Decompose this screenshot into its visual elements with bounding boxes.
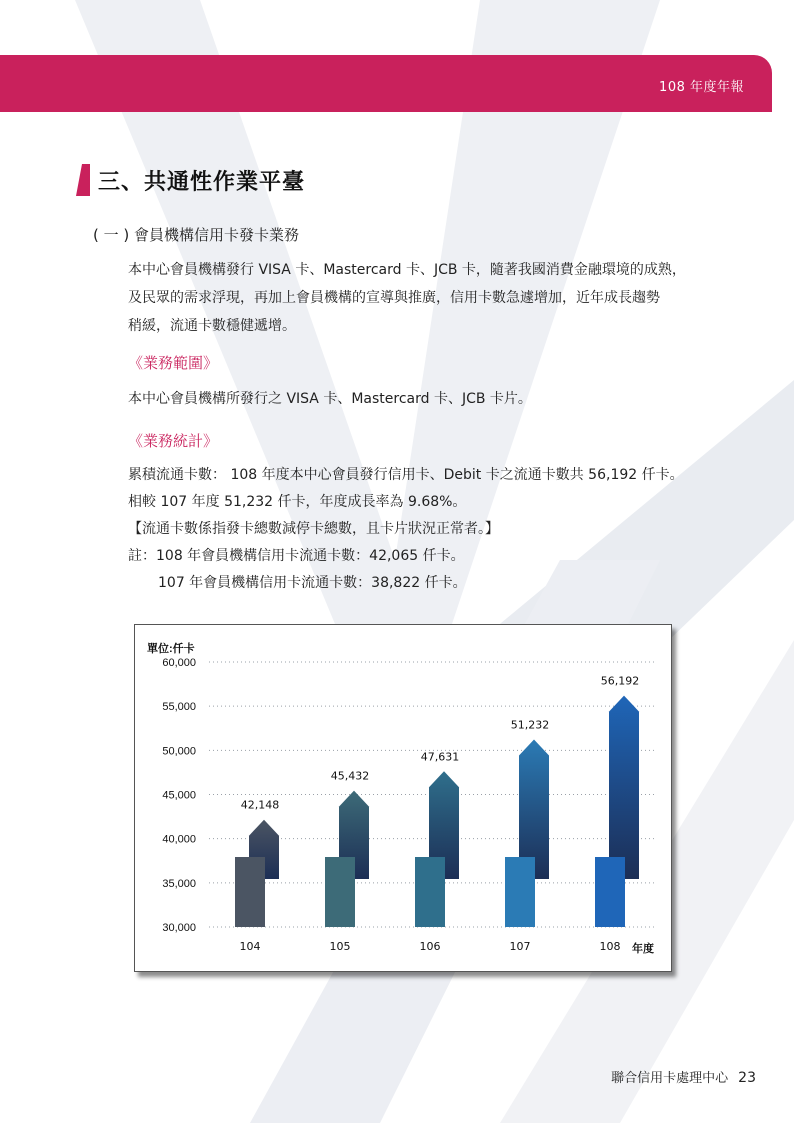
y-tick-label: 45,000 [162, 789, 196, 802]
data-label-108: 56,192 [600, 674, 640, 688]
chart-x-axis-label: 年度 [632, 943, 654, 955]
bar-108 [609, 696, 639, 879]
bar-base-108 [595, 857, 625, 927]
stats-line: 【流通卡數係指發卡總數減停卡總數，且卡片狀況正常者。】 [128, 521, 499, 537]
x-tick-label: 107 [509, 940, 531, 953]
card-count-chart [134, 624, 672, 972]
stats-block [128, 462, 748, 597]
header-band [0, 55, 772, 112]
y-tick-label: 35,000 [162, 877, 196, 890]
section-title: 三、共通性作業平臺 [98, 169, 306, 195]
y-tick-label: 40,000 [162, 833, 196, 846]
data-label-105: 45,432 [330, 769, 370, 783]
scope-text: 本中心會員機構所發行之 VISA 卡、Mastercard 卡、JCB 卡片。 [128, 391, 532, 407]
report-title: 108 年度年報 [659, 80, 744, 95]
intro-line: 及民眾的需求浮現，再加上會員機構的宣導與推廣，信用卡數急遽增加，近年成長趨勢 [128, 290, 660, 306]
intro-paragraph [128, 256, 718, 340]
x-tick-label: 104 [239, 940, 261, 953]
bar-base-104 [235, 857, 265, 927]
data-label-104: 42,148 [240, 798, 280, 812]
footer-org: 聯合信用卡處理中心 [611, 1071, 729, 1086]
red-marker-icon [76, 164, 90, 196]
bar-base-107 [505, 857, 535, 927]
subsection-title: ( 一 ) 會員機構信用卡發卡業務 [93, 226, 300, 244]
bar-base-106 [415, 857, 445, 927]
scope-title: 《業務範圍》 [128, 354, 219, 372]
stats-line: 註：108 年會員機構信用卡流通卡數：42,065 仟卡。 [128, 548, 465, 564]
data-label-107: 51,232 [510, 718, 550, 732]
x-tick-label: 108 [599, 940, 621, 953]
y-tick-label: 55,000 [162, 701, 196, 714]
stats-line: 累積流通卡數： 108 年度本中心會員發行信用卡、Debit 卡之流通卡數共 56,192 仟卡。 [128, 467, 684, 483]
stats-line: 相較 107 年度 51,232 仟卡，年度成長率為 9.68%。 [128, 494, 467, 510]
y-tick-label: 30,000 [162, 922, 196, 934]
section-heading [76, 164, 305, 196]
x-tick-label: 105 [329, 940, 351, 953]
chart-svg [135, 625, 671, 971]
chart-unit-label: 單位:仟卡 [147, 643, 195, 655]
intro-line: 本中心會員機構發行 VISA 卡、Mastercard 卡、JCB 卡，隨著我國消費金融環境的成熟， [128, 262, 686, 278]
intro-line: 稍緩，流通卡數穩健遞增。 [128, 318, 296, 334]
stats-title: 《業務統計》 [128, 432, 219, 450]
y-tick-label: 60,000 [162, 657, 196, 669]
page-footer [611, 1067, 756, 1086]
bar-base-105 [325, 857, 355, 927]
stats-line: 107 年會員機構信用卡流通卡數：38,822 仟卡。 [158, 575, 467, 591]
x-tick-label: 106 [419, 940, 441, 953]
page-number: 23 [738, 1070, 756, 1086]
y-tick-label: 50,000 [162, 745, 196, 758]
data-label-106: 47,631 [420, 750, 460, 764]
